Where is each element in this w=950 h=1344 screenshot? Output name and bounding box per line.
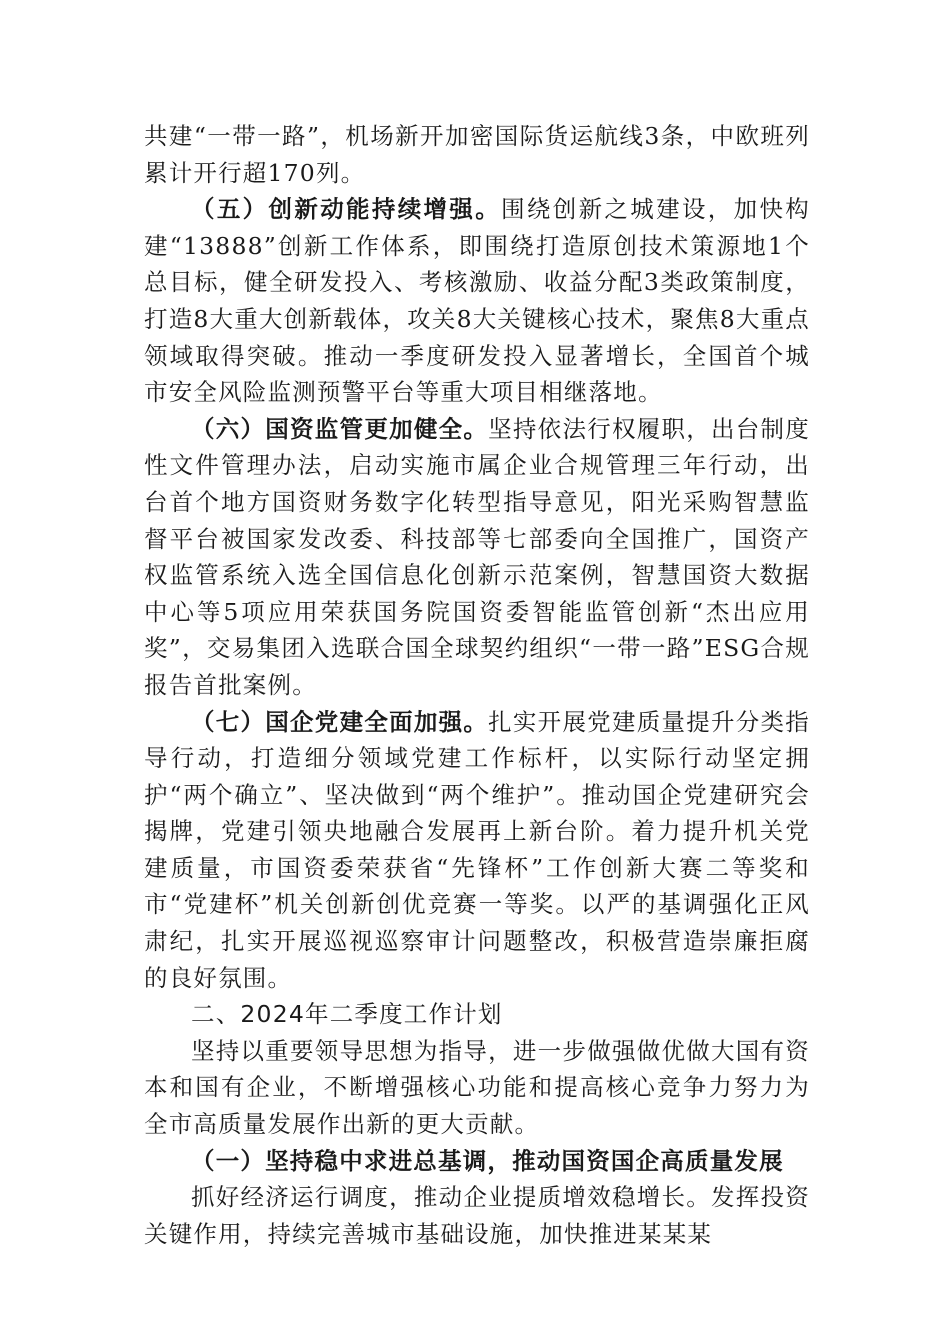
paragraph-supervision [144,411,810,704]
paragraph-party-building [144,704,810,997]
section-heading: 二、2024年二季度工作计划 [191,1000,503,1029]
last-paragraph: 抓好经济运行调度，推动企业提质增效稳增长。发挥投资关键作用，持续完善城市基础设施，加快推进某某某 [144,1183,810,1248]
paragraph-supervision-lead: （六）国资监管更加健全。 [191,414,489,443]
paragraph-party-building-body: 扎实开展党建质量提升分类指导行动，打造细分领域党建工作标杆，以实际行动坚定拥护“两个确立”、坚决做到“两个维护”。推动国企党建研究会揭牌，党建引领央地融合发展再上新台阶。着力提升机关党建质量，市国资委荣获省“先锋杯”工作创新大赛二等奖和市“党建杯”机关创新创优竞赛一等奖。以严的基调强化正风肃纪，扎实开展巡视巡察审计问题整改，积极营造崇廉拒腐的良好氛围。 [144,707,810,992]
paragraph-continuation: 共建“一带一路”，机场新开加密国际货运航线3条，中欧班列累计开行超170列。 [144,122,810,187]
document-page [144,118,810,1252]
paragraph-supervision-body: 坚持依法行权履职，出台制度性文件管理办法，启动实施市属企业合规管理三年行动，出台首个地方国资财务数字化转型指导意见，阳光采购智慧监督平台被国家发改委、科技部等七部委向全国推广，国资产权监管系统入选全国信息化创新示范案例，智慧国资大数据中心等5项应用荣获国务院国资委智能监管创新“杰出应用奖”，交易集团入选联合国全球契约组织“一带一路”ESG合规报告首批案例。 [144,414,810,699]
intro-paragraph: 坚持以重要领导思想为指导，进一步做强做优做大国有资本和国有企业，不断增强核心功能和提高核心竞争力努力为全市高质量发展作出新的更大贡献。 [144,1036,810,1139]
paragraph-innovation-lead: （五）创新动能持续增强。 [191,195,502,224]
paragraph-innovation-body: 围绕创新之城建设，加快构建“13888”创新工作体系，即围绕打造原创技术策源地1个总目标，健全研发投入、考核激励、收益分配3类政策制度，打造8大重大创新载体，攻关8大关键核心技术，聚焦8大重点领域取得突破。推动一季度研发投入显著增长，全国首个城市安全风险监测预警平台等重大项目相继落地。 [144,195,811,407]
paragraph-party-building-lead: （七）国企党建全面加强。 [191,707,489,736]
subheading: （一）坚持稳中求进总基调，推动国资国企高质量发展 [191,1146,784,1175]
paragraph-innovation [144,191,810,411]
